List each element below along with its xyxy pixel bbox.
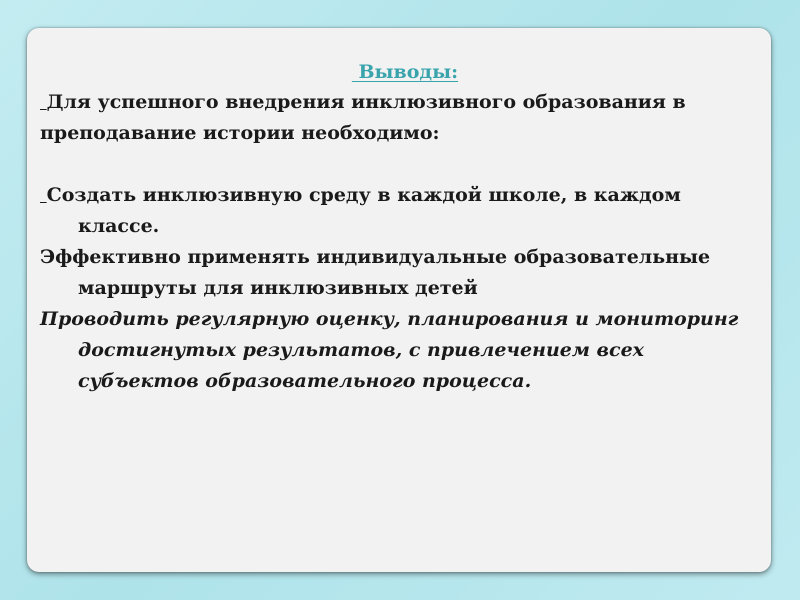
conclusion-item-2 [40,242,760,304]
slide-content [40,57,760,397]
intro-text: Для успешного внедрения инклюзивного образования в преподавание истории необходимо: [40,91,686,144]
title-line [40,57,760,87]
slide-title: Выводы: [351,61,459,83]
item-3-text: Проводить регулярную оценку, планирования и мониторинг достигнутых результатов, с привлечением всех субъектов образовательного процесса. [40,308,739,392]
item-1-text: Создать инклюзивную среду в каждой школе, в каждом классе. [46,184,681,237]
item-2-text: Эффективно применять индивидуальные образовательные маршруты для инклюзивных детей [40,246,711,299]
conclusion-item-1 [40,180,760,242]
spacer [40,149,760,180]
conclusion-item-3 [40,304,760,397]
intro-lead [40,91,47,113]
intro-paragraph [40,87,760,149]
item-1-lead [40,184,47,206]
